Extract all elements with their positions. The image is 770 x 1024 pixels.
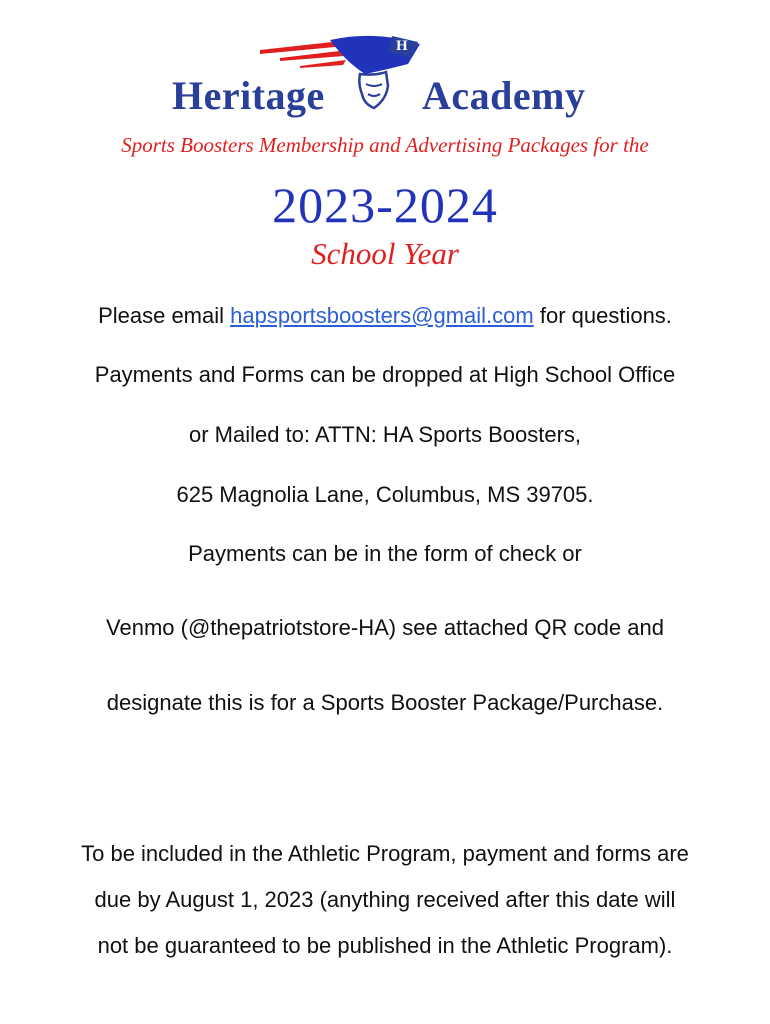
mail-attn-line: or Mailed to: ATTN: HA Sports Boosters,: [188, 422, 582, 447]
heritage-academy-logo: [160, 28, 610, 128]
dropoff-line: Payments and Forms can be dropped at High School Office: [94, 362, 676, 387]
mail-address-line: 625 Magnolia Lane, Columbus, MS 39705.: [176, 482, 594, 507]
logo-word-heritage: Heritage: [172, 73, 325, 118]
deadline-line-2: due by August 1, 2023 (anything received after this date will: [94, 887, 676, 912]
packages-subtitle: Sports Boosters Membership and Advertising Packages for the: [121, 133, 649, 157]
season-year: 2023-2024: [272, 177, 498, 233]
deadline-line-1: To be included in the Athletic Program, payment and forms are: [81, 841, 689, 866]
payment-form-line: Payments can be in the form of check or: [188, 541, 582, 566]
venmo-line: Venmo (@thepatriotstore-HA) see attached QR code and: [106, 615, 664, 640]
designate-line: designate this is for a Sports Booster Package/Purchase.: [106, 690, 664, 715]
email-prefix: Please email: [98, 303, 225, 328]
deadline-line-3: not be guaranteed to be published in the Athletic Program).: [97, 933, 673, 958]
school-year-label: School Year: [311, 236, 459, 271]
email-contact-line: [0, 302, 770, 330]
logo-word-academy: Academy: [422, 73, 586, 118]
email-suffix: for questions.: [539, 303, 672, 328]
logo-emblem-letter: H: [396, 38, 408, 54]
email-link[interactable]: hapsportsboosters@gmail.com: [230, 303, 534, 328]
